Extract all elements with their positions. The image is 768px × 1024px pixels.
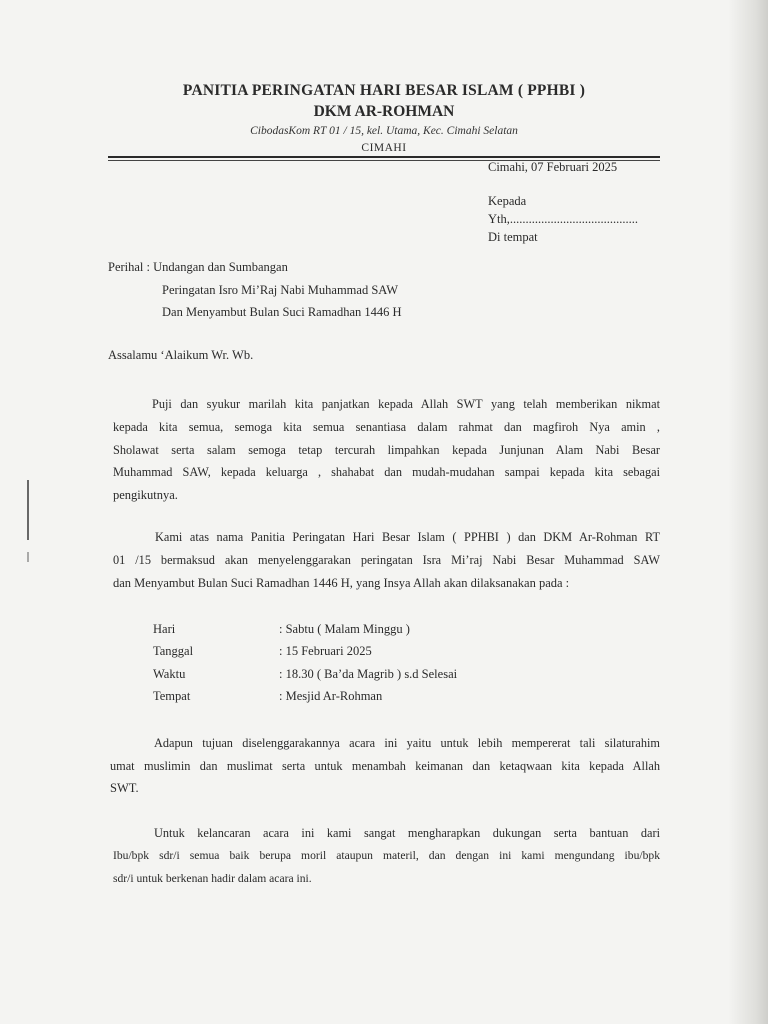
paragraph-line: Untuk kelancaran acara ini kami sangat mengharapkan dukungan serta bantuan dari: [154, 826, 660, 840]
event-value-place: : Mesjid Ar-Rohman: [279, 689, 383, 703]
paragraph-line: Puji dan syukur marilah kita panjatkan kepada Allah SWT yang telah memberikan nikmat: [152, 397, 660, 411]
paragraph-line: Ibu/bpk sdr/i semua baik berupa moril ataupun materil, dan dengan ini kami mengundang ibu/bpk: [113, 849, 660, 862]
event-label-place: Tempat: [153, 689, 191, 703]
paragraph-line: kepada kita semua, semoga kita semua senantiasa dalam rahmat dan magfiroh Nya amin ,: [113, 420, 660, 434]
paragraph-line: Adapun tujuan diselenggarakannya acara ini yaitu untuk lebih mempererat tali silaturahim: [154, 736, 660, 750]
letterhead-address: CibodasKom RT 01 / 15, kel. Utama, Kec. Cimahi Selatan: [250, 125, 518, 137]
event-label-day: Hari: [153, 622, 176, 636]
paragraph-line: sdr/i untuk berkenan hadir dalam acara ini.: [113, 872, 312, 885]
recipient-yth: Yth,.........................................: [488, 212, 638, 226]
paragraph-line: umat muslimin dan muslimat serta untuk menambah keimanan dan ketaqwaan kita kepada Allah: [110, 759, 660, 773]
paragraph-line: SWT.: [110, 781, 139, 795]
scan-artifact-line: [27, 480, 29, 540]
event-value-date: : 15 Februari 2025: [279, 644, 372, 658]
letterhead-divider: [108, 156, 660, 158]
event-label-date: Tanggal: [153, 644, 194, 658]
paragraph-line: Kami atas nama Panitia Peringatan Hari Besar Islam ( PPHBI ) dan DKM Ar-Rohman RT: [155, 530, 660, 544]
paragraph-line: Muhammad SAW, kepada keluarga , shahabat dan mudah-mudahan sampai kepada kita sebagai: [113, 465, 660, 479]
paragraph-line: pengikutnya.: [113, 488, 178, 502]
event-value-time: : 18.30 ( Ba’da Magrib ) s.d Selesai: [279, 667, 458, 681]
paragraph-line: dan Menyambut Bulan Suci Ramadhan 1446 H, yang Insya Allah akan dilaksanakan pada :: [113, 576, 570, 590]
event-value-day: : Sabtu ( Malam Minggu ): [279, 622, 410, 636]
letter-date: Cimahi, 07 Februari 2025: [488, 160, 618, 174]
subject-line: Dan Menyambut Bulan Suci Ramadhan 1446 H: [162, 305, 402, 319]
greeting: Assalamu ‘Alaikum Wr. Wb.: [108, 348, 254, 362]
letterhead-city: CIMAHI: [361, 142, 407, 154]
paragraph-line: 01 /15 bermaksud akan menyelenggarakan peringatan Isra Mi’raj Nabi Besar Muhammad SAW: [113, 553, 660, 567]
recipient-to: Kepada: [488, 194, 527, 208]
letterhead-org: DKM AR-ROHMAN: [313, 103, 455, 120]
letterhead-title: PANITIA PERINGATAN HARI BESAR ISLAM ( PPHBI ): [182, 82, 586, 99]
subject-line: Peringatan Isro Mi’Raj Nabi Muhammad SAW: [162, 283, 399, 297]
scan-artifact-line: [27, 552, 29, 562]
paragraph-line: Sholawat serta salam semoga tetap tercurah limpahkan kepada Junjunan Alam Nabi Besar: [113, 443, 660, 457]
subject-line: Perihal : Undangan dan Sumbangan: [108, 260, 288, 274]
event-label-time: Waktu: [153, 667, 186, 681]
recipient-place: Di tempat: [488, 230, 538, 244]
